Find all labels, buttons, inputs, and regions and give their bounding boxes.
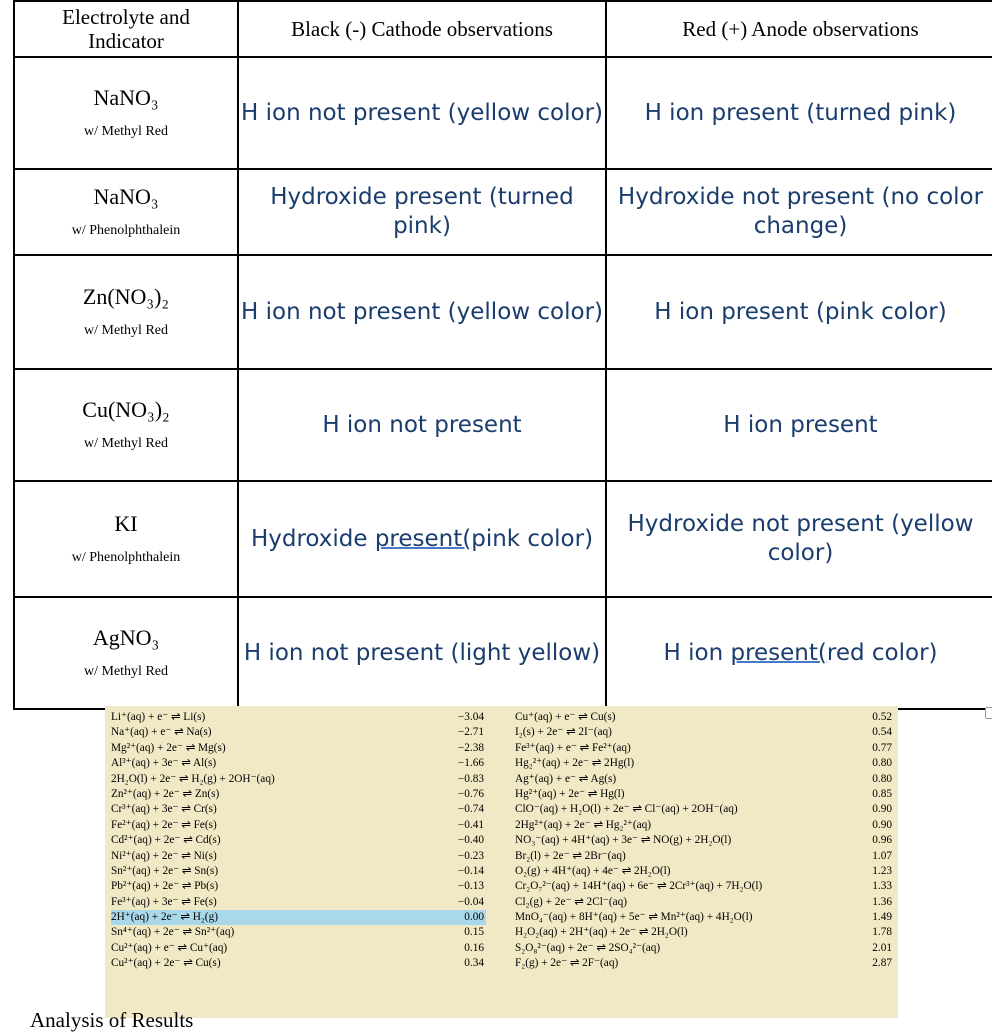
- half-reaction: Ag⁺(aq) + e⁻ ⇌ Ag(s): [515, 772, 617, 785]
- potential-row: [111, 772, 486, 787]
- potential-value: 1.36: [872, 895, 892, 908]
- electrolyte-name: Zn(NO₃)₂: [82, 284, 170, 309]
- potential-row: [111, 741, 486, 756]
- resize-handle-icon[interactable]: [985, 707, 992, 719]
- anode-text-part: H ion: [663, 639, 731, 666]
- half-reaction: Sn²⁺(aq) + 2e⁻ ⇌ Sn(s): [111, 864, 219, 877]
- indicator-name: w/ Methyl Red: [84, 124, 168, 139]
- potential-value: 0.80: [872, 757, 892, 770]
- electrolyte-name: AgNO₃: [92, 625, 160, 650]
- potential-row: [515, 849, 894, 864]
- potential-row: [515, 956, 894, 971]
- half-reaction: MnO₄⁻(aq) + 8H⁺(aq) + 5e⁻ ⇌ Mn²⁺(aq) + 4H₂O(l): [515, 911, 753, 924]
- cathode-observation: H ion not present: [238, 369, 606, 481]
- observations-table: [13, 0, 992, 710]
- potential-row: [111, 787, 486, 802]
- indicator-name: w/ Methyl Red: [84, 436, 168, 451]
- potential-value: 0.54: [872, 726, 892, 739]
- potential-value: 0.34: [464, 957, 484, 970]
- half-reaction: O₂(g) + 4H⁺(aq) + 4e⁻ ⇌ 2H₂O(l): [515, 864, 671, 877]
- potential-value: 0.16: [464, 941, 484, 954]
- potential-row: [111, 849, 486, 864]
- half-reaction: Cu²⁺(aq) + 2e⁻ ⇌ Cu(s): [111, 957, 221, 970]
- cathode-observation: Hydroxide present (turned pink): [238, 169, 606, 255]
- electrolyte-cell: [14, 169, 238, 255]
- indicator-name: w/ Phenolphthalein: [71, 550, 181, 565]
- header-line: Electrolyte and: [62, 5, 190, 29]
- cathode-text-part: pink color): [471, 525, 594, 552]
- electrolyte-name: KI: [114, 511, 138, 536]
- half-reaction: F₂(g) + 2e⁻ ⇌ 2F⁻(aq): [515, 957, 619, 970]
- potential-value: 0.15: [464, 926, 484, 939]
- table-header-row: [14, 1, 992, 57]
- electrolyte-name: Cu(NO₃)₂: [82, 397, 170, 422]
- electrolyte-cell: [14, 481, 238, 597]
- analysis-heading: Analysis of Results: [30, 1008, 194, 1032]
- anode-observation: H ion present: [606, 369, 992, 481]
- header-line: Indicator: [88, 29, 164, 53]
- header-cathode: Black (-) Cathode observations: [238, 1, 606, 57]
- half-reaction: Cr₂O₇²⁻(aq) + 14H⁺(aq) + 6e⁻ ⇌ 2Cr³⁺(aq) + 7H₂O(l): [515, 880, 763, 893]
- half-reaction: Br₂(l) + 2e⁻ ⇌ 2Br⁻(aq): [515, 849, 626, 862]
- electrolyte-name: NaNO₃: [93, 184, 159, 209]
- potential-value: 2.01: [872, 941, 892, 954]
- potential-value: −0.23: [457, 849, 484, 862]
- half-reaction: S₂O₈²⁻(aq) + 2e⁻ ⇌ 2SO₄²⁻(aq): [515, 941, 661, 954]
- table-row: [14, 369, 992, 481]
- half-reaction: 2Hg²⁺(aq) + 2e⁻ ⇌ Hg₂²⁺(aq): [515, 818, 652, 831]
- electrolyte-cell: [14, 57, 238, 169]
- potential-value: −3.04: [457, 711, 484, 723]
- half-reaction: Ni²⁺(aq) + 2e⁻ ⇌ Ni(s): [111, 849, 217, 862]
- potential-row: [111, 864, 486, 879]
- half-reaction: Pb²⁺(aq) + 2e⁻ ⇌ Pb(s): [111, 880, 219, 893]
- half-reaction: Fe³⁺(aq) + 3e⁻ ⇌ Fe(s): [111, 895, 217, 908]
- potential-row: [111, 956, 486, 971]
- potential-value: −2.71: [457, 726, 484, 739]
- half-reaction: Fe³⁺(aq) + e⁻ ⇌ Fe²⁺(aq): [515, 741, 631, 754]
- potential-row: [111, 833, 486, 848]
- half-reaction: Fe²⁺(aq) + 2e⁻ ⇌ Fe(s): [111, 818, 217, 831]
- potential-row: [515, 864, 894, 879]
- potentials-left-column: [111, 710, 486, 972]
- cathode-observation: [238, 481, 606, 597]
- indicator-name: w/ Phenolphthalein: [71, 223, 181, 238]
- half-reaction: Cr³⁺(aq) + 3e⁻ ⇌ Cr(s): [111, 803, 217, 816]
- table-row: [14, 481, 992, 597]
- potential-row: [515, 772, 894, 787]
- potential-value: 1.07: [872, 849, 892, 862]
- anode-observation: [606, 597, 992, 709]
- potential-value: 0.96: [872, 834, 892, 847]
- half-reaction: H₂O₂(aq) + 2H⁺(aq) + 2e⁻ ⇌ 2H₂O(l): [515, 926, 688, 939]
- potential-row: [515, 756, 894, 771]
- cathode-observation: H ion not present (light yellow): [238, 597, 606, 709]
- potential-value: −2.38: [457, 741, 484, 754]
- cathode-text-underlined: present(: [374, 525, 472, 552]
- potential-value: 1.49: [872, 911, 892, 924]
- half-reaction: Hg₂²⁺(aq) + 2e⁻ ⇌ 2Hg(l): [515, 757, 635, 770]
- anode-observation: H ion present (turned pink): [606, 57, 992, 169]
- potential-value: 1.23: [872, 864, 892, 877]
- potential-row: [111, 941, 486, 956]
- half-reaction: I₂(s) + 2e⁻ ⇌ 2I⁻(aq): [515, 726, 612, 739]
- potential-row: [515, 833, 894, 848]
- table-row: [14, 169, 992, 255]
- potential-row: [515, 787, 894, 802]
- half-reaction: ClO⁻(aq) + H₂O(l) + 2e⁻ ⇌ Cl⁻(aq) + 2OH⁻(aq): [515, 803, 738, 816]
- potential-value: 0.52: [872, 711, 892, 723]
- cathode-observation: H ion not present (yellow color): [238, 57, 606, 169]
- potentials-right-column: [515, 710, 894, 972]
- potential-value: −1.66: [457, 757, 484, 770]
- half-reaction: Sn⁴⁺(aq) + 2e⁻ ⇌ Sn²⁺(aq): [111, 926, 235, 939]
- half-reaction: 2H₂O(l) + 2e⁻ ⇌ H₂(g) + 2OH⁻(aq): [111, 772, 275, 785]
- potential-row: [515, 818, 894, 833]
- potential-row: [111, 756, 486, 771]
- potential-row: [515, 741, 894, 756]
- table-row: [14, 255, 992, 369]
- potential-value: −0.14: [457, 864, 484, 877]
- potential-row: [111, 802, 486, 817]
- potential-value: −0.13: [457, 880, 484, 893]
- anode-text-part: red color): [826, 639, 938, 666]
- electrolyte-cell: [14, 369, 238, 481]
- cathode-text-part: Hydroxide: [250, 525, 375, 552]
- potential-row: [515, 725, 894, 740]
- header-anode: Red (+) Anode observations: [606, 1, 992, 57]
- potential-value: 1.33: [872, 880, 892, 893]
- potential-row: [111, 925, 486, 940]
- half-reaction: Zn²⁺(aq) + 2e⁻ ⇌ Zn(s): [111, 787, 220, 800]
- potential-row: [515, 910, 894, 925]
- potential-value: 1.78: [872, 926, 892, 939]
- anode-observation: Hydroxide not present (yellow color): [606, 481, 992, 597]
- indicator-name: w/ Methyl Red: [84, 664, 168, 679]
- anode-text-underlined: present(: [730, 639, 827, 666]
- anode-observation: Hydroxide not present (no color change): [606, 169, 992, 255]
- electrolyte-cell: [14, 597, 238, 709]
- potential-value: −0.74: [457, 803, 484, 816]
- potential-value: −0.41: [457, 818, 484, 831]
- half-reaction: Cu²⁺(aq) + e⁻ ⇌ Cu⁺(aq): [111, 941, 228, 954]
- electrolyte-name: NaNO₃: [93, 85, 159, 110]
- potential-row: [515, 925, 894, 940]
- half-reaction: Hg²⁺(aq) + 2e⁻ ⇌ Hg(l): [515, 787, 625, 800]
- potential-value: −0.76: [457, 787, 484, 800]
- header-electrolyte-indicator: [14, 1, 238, 57]
- potential-value: 0.77: [872, 741, 892, 754]
- potential-value: −0.04: [457, 895, 484, 908]
- potential-row-highlighted: [111, 910, 486, 925]
- half-reaction: Cl₂(g) + 2e⁻ ⇌ 2Cl⁻(aq): [515, 895, 628, 908]
- table-row: [14, 597, 992, 709]
- potential-value: 0.80: [872, 772, 892, 785]
- potential-row: [515, 879, 894, 894]
- potential-row: [111, 879, 486, 894]
- potential-value: 0.90: [872, 803, 892, 816]
- half-reaction: Cd²⁺(aq) + 2e⁻ ⇌ Cd(s): [111, 834, 221, 847]
- potential-row: [111, 710, 486, 725]
- half-reaction: Na⁺(aq) + e⁻ ⇌ Na(s): [111, 726, 212, 739]
- potential-row: [111, 725, 486, 740]
- potential-row: [111, 895, 486, 910]
- reduction-potentials-panel: [105, 706, 898, 1018]
- potential-row: [111, 818, 486, 833]
- half-reaction: NO₃⁻(aq) + 4H⁺(aq) + 3e⁻ ⇌ NO(g) + 2H₂O(l): [515, 834, 732, 847]
- potential-value: 2.87: [872, 957, 892, 970]
- half-reaction: 2H⁺(aq) + 2e⁻ ⇌ H₂(g): [111, 911, 218, 924]
- half-reaction: Mg²⁺(aq) + 2e⁻ ⇌ Mg(s): [111, 741, 226, 754]
- potential-value: −0.40: [457, 834, 484, 847]
- indicator-name: w/ Methyl Red: [84, 323, 168, 338]
- potential-row: [515, 941, 894, 956]
- half-reaction: Cu⁺(aq) + e⁻ ⇌ Cu(s): [515, 711, 616, 723]
- potential-row: [515, 895, 894, 910]
- potential-value: 0.90: [872, 818, 892, 831]
- potential-row: [515, 710, 894, 725]
- cathode-observation: H ion not present (yellow color): [238, 255, 606, 369]
- potential-row: [515, 802, 894, 817]
- potential-value: 0.00: [464, 911, 484, 924]
- potential-value: −0.83: [457, 772, 484, 785]
- electrolyte-cell: [14, 255, 238, 369]
- anode-observation: H ion present (pink color): [606, 255, 992, 369]
- potential-value: 0.85: [872, 787, 892, 800]
- table-row: [14, 57, 992, 169]
- half-reaction: Li⁺(aq) + e⁻ ⇌ Li(s): [111, 711, 206, 723]
- half-reaction: Al³⁺(aq) + 3e⁻ ⇌ Al(s): [111, 757, 217, 770]
